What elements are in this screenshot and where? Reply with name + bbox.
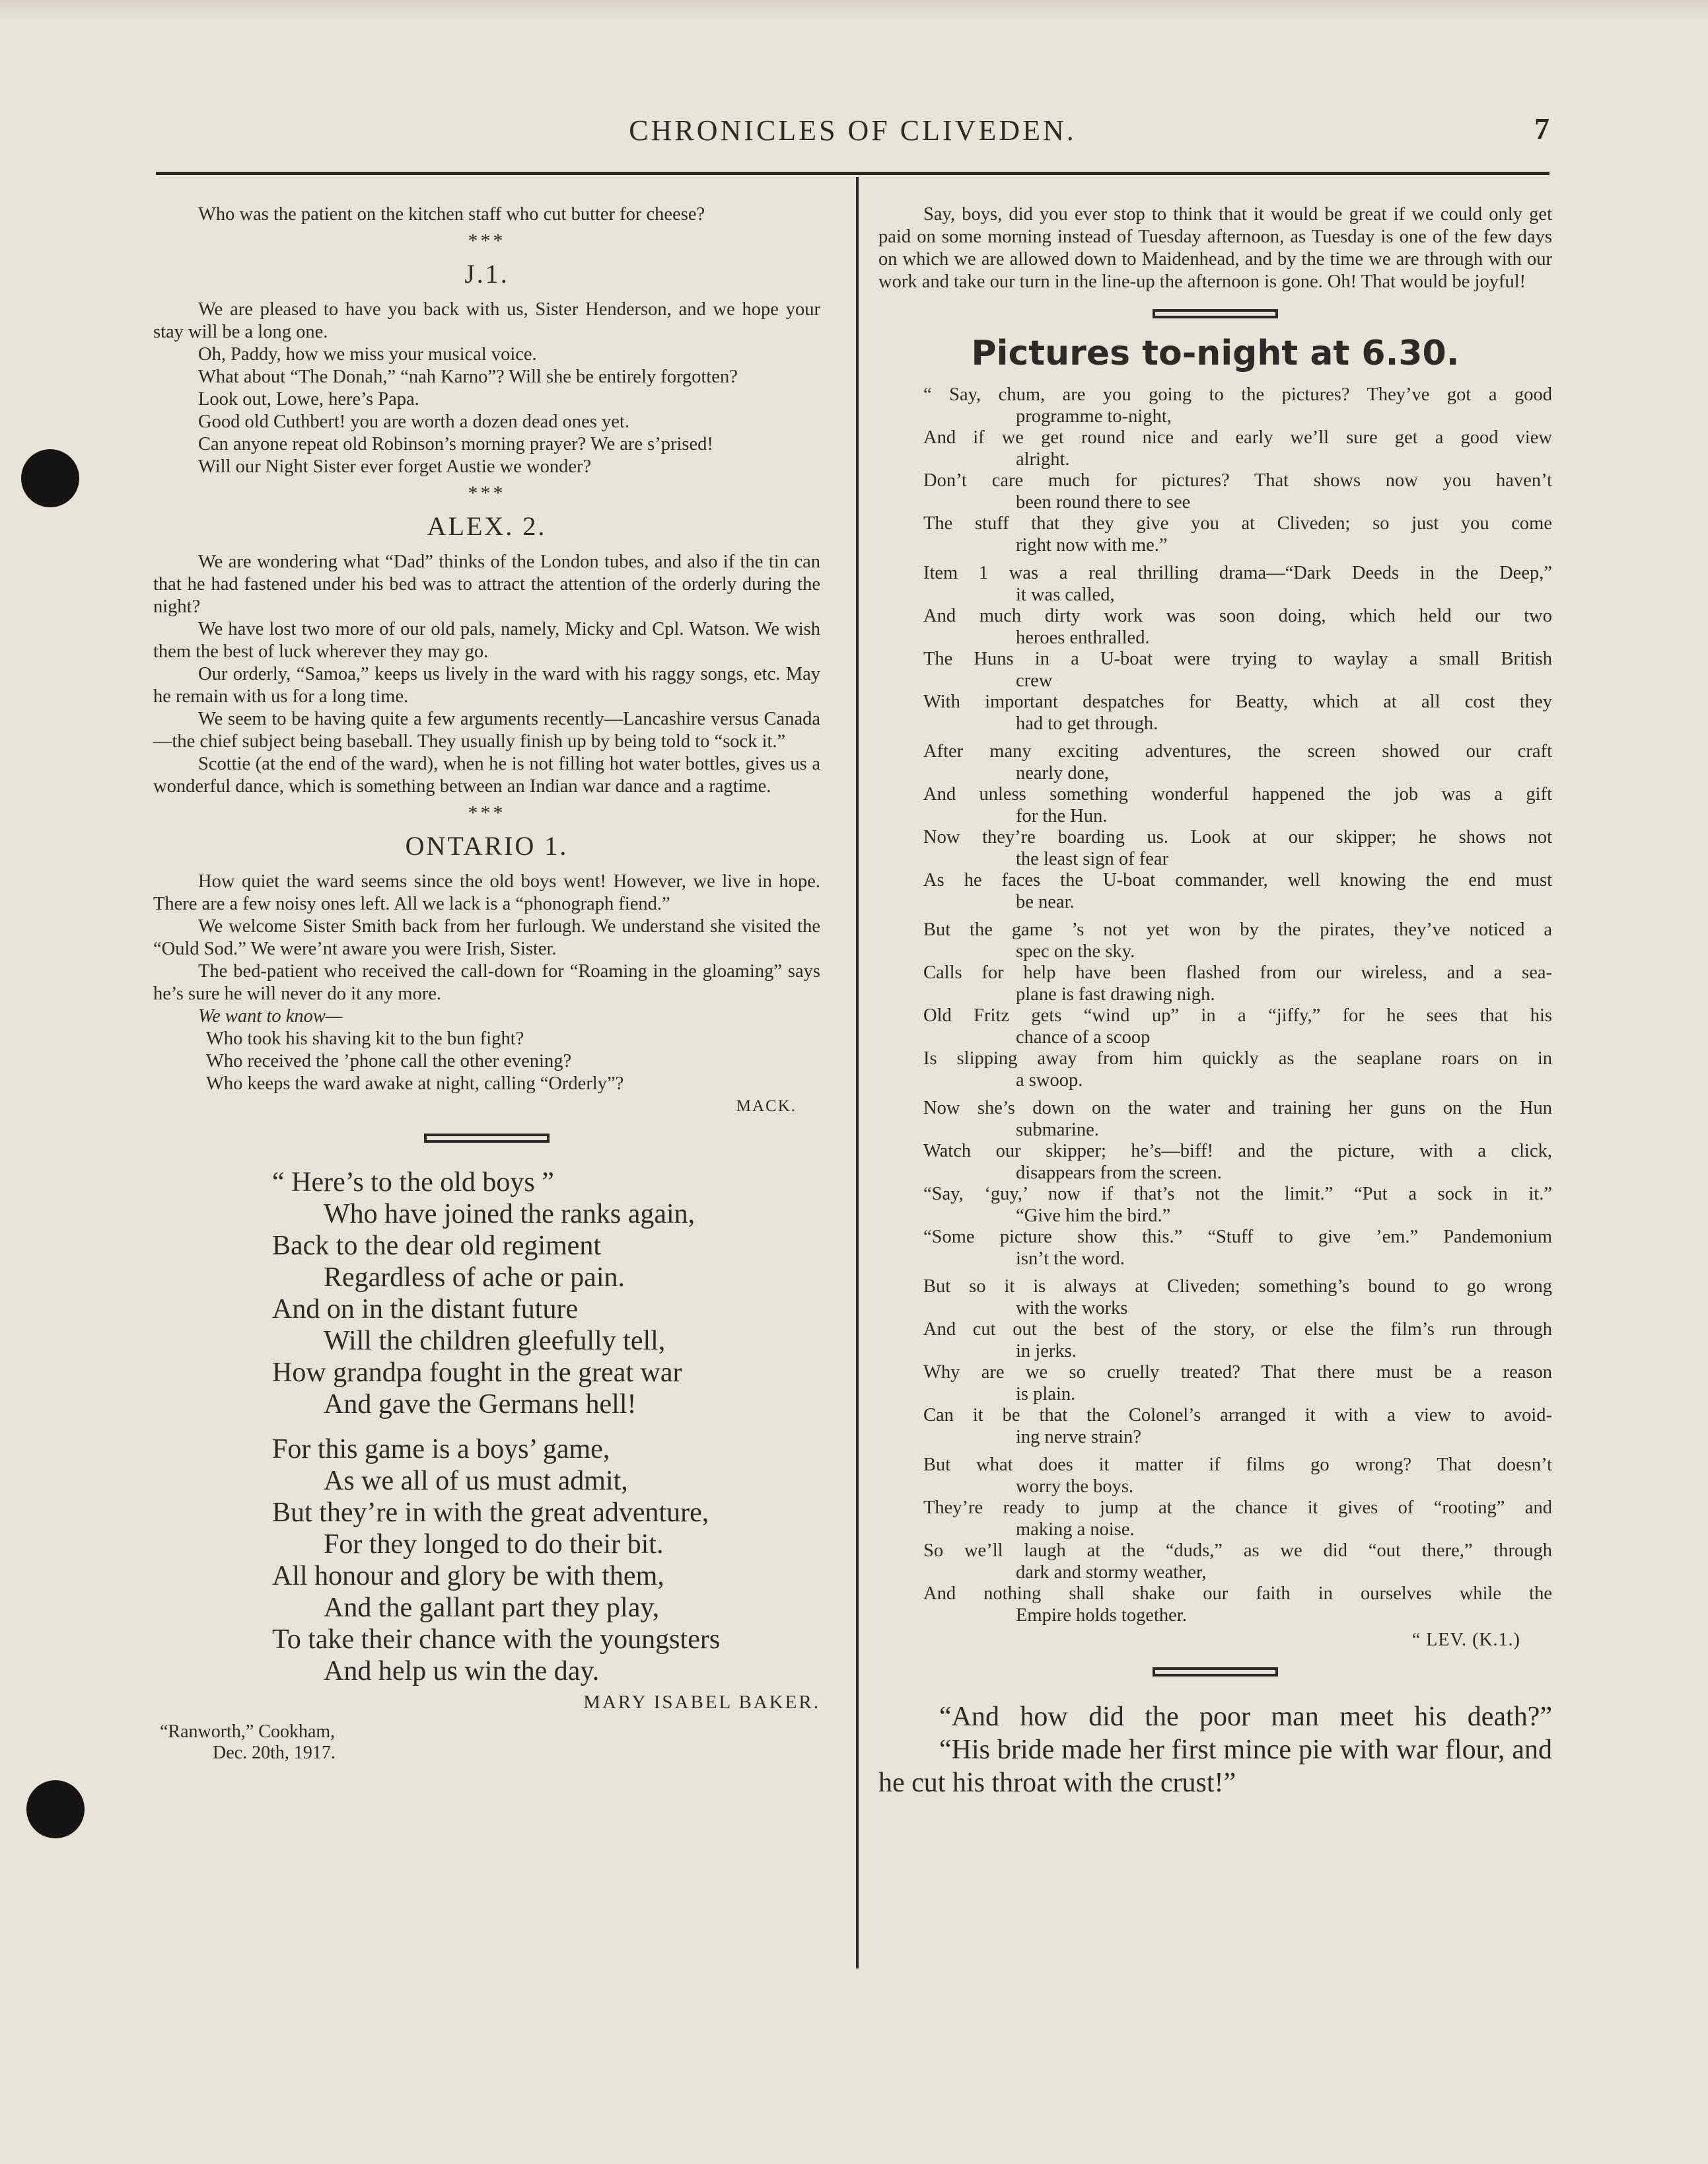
paragraph: Good old Cuthbert! you are worth a dozen dead ones yet. <box>198 412 629 432</box>
column-rule <box>856 177 859 1968</box>
verse-line-continuation: with the works <box>1016 1297 1128 1318</box>
verse-line: And cut out the best of the story, or else the film’s run through <box>923 1319 1552 1340</box>
verse-line: Is slipping away from him quickly as the seaplane roars on in <box>923 1048 1552 1069</box>
joke-answer: “His bride made her first mince pie with war flour, and he cut his throat with the crust!” <box>878 1735 1552 1798</box>
question: Who keeps the ward awake at night, calling “Orderly”? <box>206 1073 624 1094</box>
intro-paragraph: Say, boys, did you ever stop to think that it would be great if we could only get paid on some morning instead of Tuesday afternoon, as Tuesday is one of the few days on which we are allowed down to Maidenhead, and by the time we are through with our work and take our turn in the line-up the afternoon is gone. Oh! That would be joyful! <box>878 204 1552 292</box>
verse-line-continuation: programme to-night, <box>1016 406 1172 427</box>
section-stars: *** <box>468 482 506 504</box>
verse-line: The Huns in a U-boat were trying to waylay a small British <box>923 649 1552 669</box>
poem-line: To take their chance with the youngsters <box>272 1624 721 1655</box>
paragraph: Can anyone repeat old Robinson’s morning prayer? We are s’prised! <box>198 434 713 454</box>
poem-dateline <box>153 1721 820 1764</box>
paragraph: We welcome Sister Smith back from her furlough. We understand she visited the “Ould Sod.” We were’nt aware you were Irish, Sister. <box>153 916 820 959</box>
verse-line-continuation: been round there to see <box>1016 491 1191 513</box>
verse-line: Watch our skipper; he’s—biff! and the picture, with a click, <box>923 1141 1552 1161</box>
verse-line-continuation: plane is fast drawing nigh. <box>1016 984 1215 1005</box>
verse-signature: “ LEV. (K.1.) <box>1411 1630 1520 1650</box>
right-column <box>878 203 1552 1799</box>
verse-line-continuation: nearly done, <box>1016 762 1109 783</box>
verse-line-continuation: “Give him the bird.” <box>1016 1205 1171 1226</box>
verse-line-continuation: dark and stormy weather, <box>1016 1562 1207 1583</box>
ornament-divider <box>1153 1667 1278 1677</box>
verse-line-continuation: right now with me.” <box>1016 534 1168 556</box>
section-heading-alex: ALEX. 2. <box>427 511 547 541</box>
verse-line: And if we get round nice and early we’ll sure get a good view <box>923 427 1552 448</box>
paragraph: Our orderly, “Samoa,” keeps us lively in the ward with his raggy songs, etc. May he remain with us for a long time. <box>153 664 820 707</box>
verse-line-continuation: had to get through. <box>1016 713 1158 734</box>
verse-line-continuation: disappears from the screen. <box>1016 1162 1222 1183</box>
page-number: 7 <box>1534 112 1549 145</box>
verse-line-continuation: isn’t the word. <box>1016 1248 1125 1269</box>
verse-line: Item 1 was a real thrilling drama—“Dark Deeds in the Deep,” <box>923 563 1552 583</box>
want-to-know: We want to know— <box>198 1006 343 1027</box>
paragraph: We seem to be having quite a few arguments recently—Lancashire versus Canada—the chief subject being baseball. They usually finish up by being told to “sock it.” <box>153 709 820 752</box>
verse-line-continuation: is plain. <box>1016 1383 1076 1404</box>
verse-line: “Some picture show this.” “Stuff to give ’em.” Pandemonium <box>923 1227 1552 1247</box>
paragraph: We have lost two more of our old pals, namely, Micky and Cpl. Watson. We wish them the best of luck wherever they may go. <box>153 619 820 662</box>
verse-line-continuation: worry the boys. <box>1016 1476 1134 1497</box>
paragraph: The bed-patient who received the call-down for “Roaming in the gloaming” says he’s sure he will never do it any more. <box>153 961 820 1004</box>
paragraph: Look out, Lowe, here’s Papa. <box>198 389 419 410</box>
paragraph: What about “The Donah,” “nah Karno”? Will she be entirely forgotten? <box>198 367 738 387</box>
ornament-divider <box>424 1134 550 1143</box>
poem-line: Back to the dear old regiment <box>272 1231 601 1261</box>
question: Who received the ’phone call the other evening? <box>206 1051 572 1071</box>
section-heading-ontario: ONTARIO 1. <box>405 831 569 861</box>
poem-date: Dec. 20th, 1917. <box>213 1743 336 1763</box>
verse-line-continuation: spec on the sky. <box>1016 941 1135 962</box>
poem-line: But they’re in with the great adventure, <box>272 1497 709 1528</box>
header-rule <box>156 172 1549 175</box>
poem <box>153 1167 820 1687</box>
verse-line-continuation: ing nerve strain? <box>1016 1426 1141 1447</box>
poem-line: And the gallant part they play, <box>324 1593 660 1623</box>
poem-line: Will the children gleefully tell, <box>324 1326 666 1356</box>
verse-line: With important despatches for Beatty, which at all cost they <box>923 692 1552 712</box>
punch-hole <box>26 1780 85 1838</box>
question: Who took his shaving kit to the bun fight? <box>206 1028 524 1049</box>
verse-line-continuation: alright. <box>1016 449 1070 470</box>
paragraph: How quiet the ward seems since the old boys went! However, we live in hope. There are a few noisy ones left. All we lack is a “phonograph fiend.” <box>153 871 820 914</box>
verse-line-continuation: be near. <box>1016 891 1075 912</box>
verse-line: After many exciting adventures, the screen showed our craft <box>923 741 1552 762</box>
verse-line: And nothing shall shake our faith in ourselves while the <box>923 1583 1552 1604</box>
poem-line: For this game is a boys’ game, <box>272 1434 610 1464</box>
verse-line: Calls for help have been flashed from our wireless, and a sea- <box>923 962 1552 983</box>
intro-paragraph: Who was the patient on the kitchen staff who cut butter for cheese? <box>198 204 705 225</box>
section-stars: *** <box>468 230 506 252</box>
page-edge <box>0 0 1708 20</box>
punch-hole <box>21 449 79 507</box>
running-title: CHRONICLES OF CLIVEDEN. <box>629 114 1077 147</box>
verse-line-continuation: making a noise. <box>1016 1519 1135 1540</box>
verse-line-continuation: submarine. <box>1016 1119 1099 1140</box>
verse-line: Don’t care much for pictures? That shows now you haven’t <box>923 470 1552 491</box>
verse-line-continuation: crew <box>1016 670 1053 691</box>
verse-line-continuation: for the Hun. <box>1016 805 1108 826</box>
paragraph: We are pleased to have you back with us, Sister Henderson, and we hope your stay will be a long one. <box>153 299 820 342</box>
verse-line-continuation: chance of a scoop <box>1016 1027 1151 1048</box>
verse-line: Now she’s down on the water and training her guns on the Hun <box>923 1098 1552 1118</box>
left-column <box>153 203 820 1764</box>
poem-line: How grandpa fought in the great war <box>272 1357 682 1388</box>
poem-line: And on in the distant future <box>272 1294 579 1324</box>
verse-line-continuation: heroes enthralled. <box>1016 627 1150 648</box>
poem-line: And help us win the day. <box>324 1656 600 1686</box>
poem-line: Regardless of ache or pain. <box>324 1262 625 1293</box>
verse-line-continuation: in jerks. <box>1016 1340 1077 1361</box>
poem-line: All honour and glory be with them, <box>272 1561 664 1591</box>
verse-line: They’re ready to jump at the chance it gives of “rooting” and <box>923 1497 1552 1518</box>
joke-question: “And how did the poor man meet his death?” <box>939 1702 1552 1732</box>
verse-line: Can it be that the Colonel’s arranged it with a view to avoid- <box>923 1405 1552 1425</box>
verse-line: But what does it matter if films go wrong? That doesn’t <box>923 1455 1552 1475</box>
paragraph: Oh, Paddy, how we miss your musical voice. <box>198 344 537 365</box>
verse-line-continuation: a swoop. <box>1016 1069 1083 1091</box>
verse-line: But so it is always at Cliveden; something’s bound to go wrong <box>923 1276 1552 1297</box>
paragraph: Scottie (at the end of the ward), when he is not filling hot water bottles, gives us a wonderful dance, which is something between an Indian war dance and a ragtime. <box>153 754 820 797</box>
verse-line: “Say, ‘guy,’ now if that’s not the limit.” “Put a sock in it.” <box>923 1184 1552 1204</box>
verse-line: The stuff that they give you at Cliveden; so just you come <box>923 513 1552 534</box>
ornament-divider <box>1153 309 1278 318</box>
verse-line: As he faces the U-boat commander, well knowing the end must <box>923 870 1552 890</box>
joke <box>878 1700 1552 1799</box>
signature: MACK. <box>736 1097 797 1115</box>
article-title: Pictures to-night at 6.30. <box>971 334 1460 373</box>
poem-place: “Ranworth,” Cookham, <box>160 1721 336 1742</box>
verse <box>878 384 1552 1626</box>
verse-line-continuation: it was called, <box>1016 584 1115 605</box>
verse-line: And much dirty work was soon doing, which held our two <box>923 606 1552 626</box>
verse-line: “ Say, chum, are you going to the pictures? They’ve got a good <box>923 384 1552 405</box>
paragraph: Will our Night Sister ever forget Austie we wonder? <box>198 456 592 477</box>
section-heading-j1: J.1. <box>464 259 509 289</box>
verse-line: Old Fritz gets “wind up” in a “jiffy,” for he sees that his <box>923 1005 1552 1026</box>
question-list <box>153 1028 820 1095</box>
verse-line-continuation: the least sign of fear <box>1016 848 1169 869</box>
poem-line: As we all of us must admit, <box>324 1466 628 1496</box>
poem-author: MARY ISABEL BAKER. <box>583 1692 820 1713</box>
verse-line: Why are we so cruelly treated? That there must be a reason <box>923 1362 1552 1383</box>
poem-line: And gave the Germans hell! <box>324 1389 637 1420</box>
verse-line: So we’ll laugh at the “duds,” as we did “out there,” through <box>923 1540 1552 1561</box>
poem-line: Who have joined the ranks again, <box>324 1199 695 1229</box>
section-stars: *** <box>468 802 506 824</box>
verse-line: But the game ’s not yet won by the pirates, they’ve noticed a <box>923 920 1552 940</box>
verse-line: Now they’re boarding us. Look at our skipper; he shows not <box>923 827 1552 848</box>
verse-line: And unless something wonderful happened the job was a gift <box>923 784 1552 805</box>
poem-line: “ Here’s to the old boys ” <box>272 1167 554 1198</box>
paragraph: We are wondering what “Dad” thinks of the London tubes, and also if the tin can that he had fastened under his bed was to attract the attention of the orderly during the night? <box>153 552 820 617</box>
page-header <box>156 114 1549 153</box>
verse-line-continuation: Empire holds together. <box>1016 1605 1187 1626</box>
poem-line: For they longed to do their bit. <box>324 1529 664 1560</box>
